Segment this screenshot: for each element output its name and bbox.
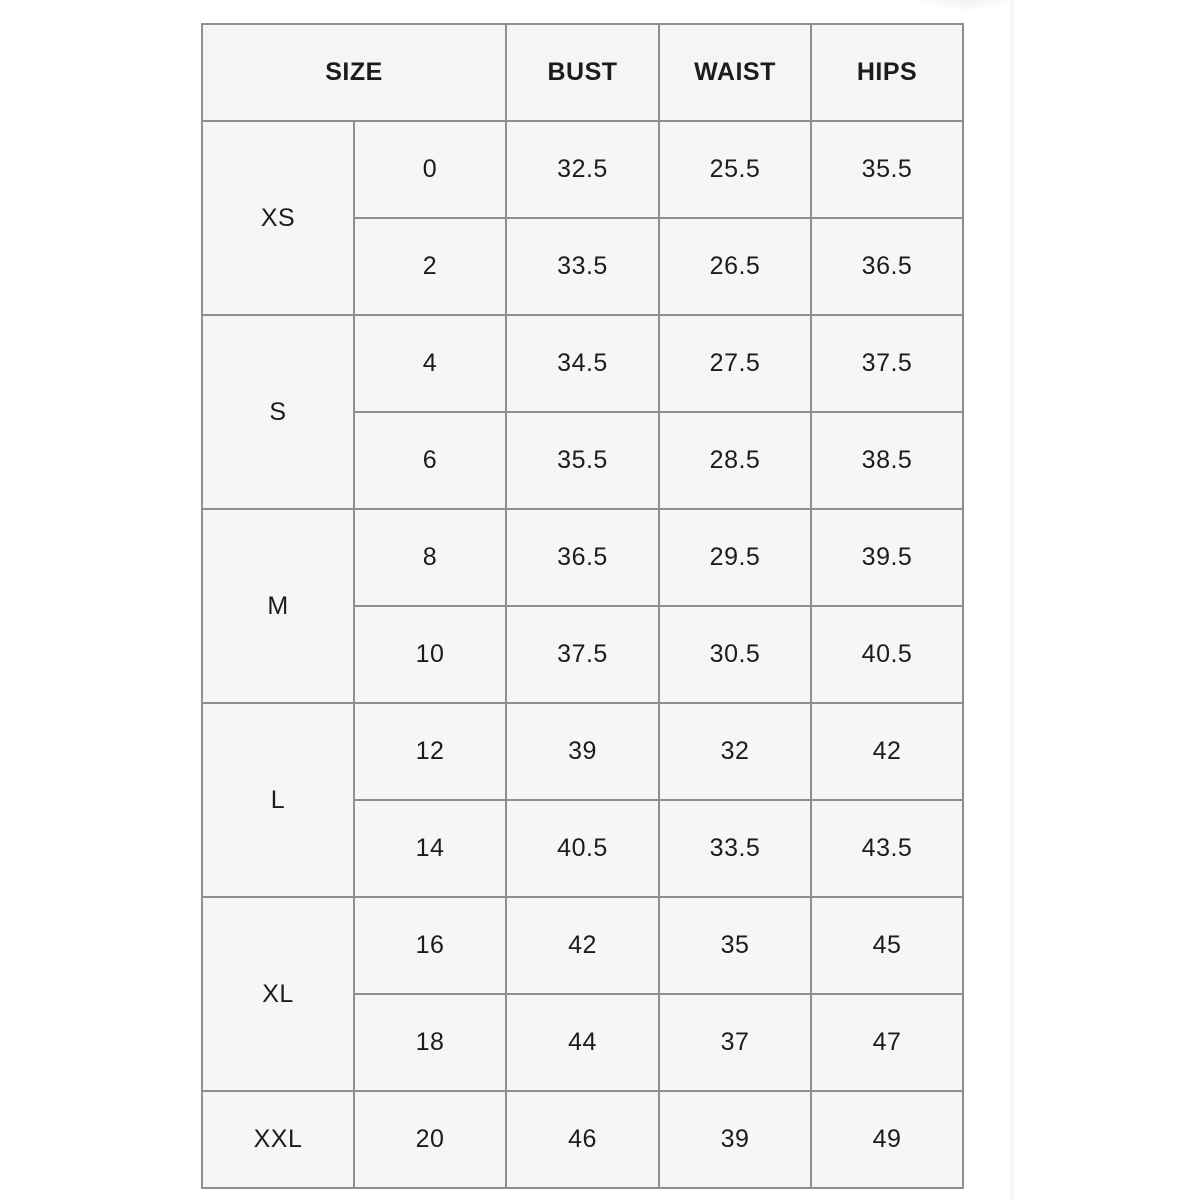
size-number-cell: 2 <box>354 218 506 315</box>
waist-cell: 25.5 <box>659 121 811 218</box>
header-size: SIZE <box>202 24 506 121</box>
table-row <box>202 121 963 218</box>
bust-cell: 33.5 <box>506 218 659 315</box>
table-row <box>202 1091 963 1188</box>
hips-cell: 43.5 <box>811 800 963 897</box>
size-letter-cell: XL <box>202 897 354 1091</box>
waist-cell: 28.5 <box>659 412 811 509</box>
size-number-cell: 20 <box>354 1091 506 1188</box>
waist-cell: 32 <box>659 703 811 800</box>
hips-cell: 42 <box>811 703 963 800</box>
bust-cell: 35.5 <box>506 412 659 509</box>
size-letter-cell: XXL <box>202 1091 354 1188</box>
bust-cell: 42 <box>506 897 659 994</box>
table-row <box>202 703 963 800</box>
bust-cell: 40.5 <box>506 800 659 897</box>
bust-cell: 44 <box>506 994 659 1091</box>
size-number-cell: 14 <box>354 800 506 897</box>
bust-cell: 46 <box>506 1091 659 1188</box>
waist-cell: 33.5 <box>659 800 811 897</box>
size-chart-header <box>202 24 963 121</box>
size-letter-cell: XS <box>202 121 354 315</box>
hips-cell: 39.5 <box>811 509 963 606</box>
hips-cell: 37.5 <box>811 315 963 412</box>
size-number-cell: 6 <box>354 412 506 509</box>
waist-cell: 35 <box>659 897 811 994</box>
waist-cell: 29.5 <box>659 509 811 606</box>
waist-cell: 26.5 <box>659 218 811 315</box>
bust-cell: 34.5 <box>506 315 659 412</box>
waist-cell: 39 <box>659 1091 811 1188</box>
size-number-cell: 12 <box>354 703 506 800</box>
size-chart-table <box>201 23 964 1189</box>
size-chart-body <box>202 121 963 1188</box>
hips-cell: 49 <box>811 1091 963 1188</box>
bust-cell: 32.5 <box>506 121 659 218</box>
header-waist: WAIST <box>659 24 811 121</box>
hips-cell: 35.5 <box>811 121 963 218</box>
waist-cell: 30.5 <box>659 606 811 703</box>
size-letter-cell: S <box>202 315 354 509</box>
hips-cell: 40.5 <box>811 606 963 703</box>
bust-cell: 39 <box>506 703 659 800</box>
hips-cell: 45 <box>811 897 963 994</box>
hips-cell: 38.5 <box>811 412 963 509</box>
size-number-cell: 10 <box>354 606 506 703</box>
waist-cell: 27.5 <box>659 315 811 412</box>
size-number-cell: 18 <box>354 994 506 1091</box>
size-number-cell: 4 <box>354 315 506 412</box>
header-bust: BUST <box>506 24 659 121</box>
right-margin <box>1014 0 1200 1200</box>
size-number-cell: 16 <box>354 897 506 994</box>
hips-cell: 47 <box>811 994 963 1091</box>
header-hips: HIPS <box>811 24 963 121</box>
bust-cell: 36.5 <box>506 509 659 606</box>
size-letter-cell: M <box>202 509 354 703</box>
size-letter-cell: L <box>202 703 354 897</box>
hips-cell: 36.5 <box>811 218 963 315</box>
header-row <box>202 24 963 121</box>
size-number-cell: 0 <box>354 121 506 218</box>
waist-cell: 37 <box>659 994 811 1091</box>
table-row <box>202 315 963 412</box>
table-row <box>202 509 963 606</box>
table-row <box>202 897 963 994</box>
size-number-cell: 8 <box>354 509 506 606</box>
bust-cell: 37.5 <box>506 606 659 703</box>
